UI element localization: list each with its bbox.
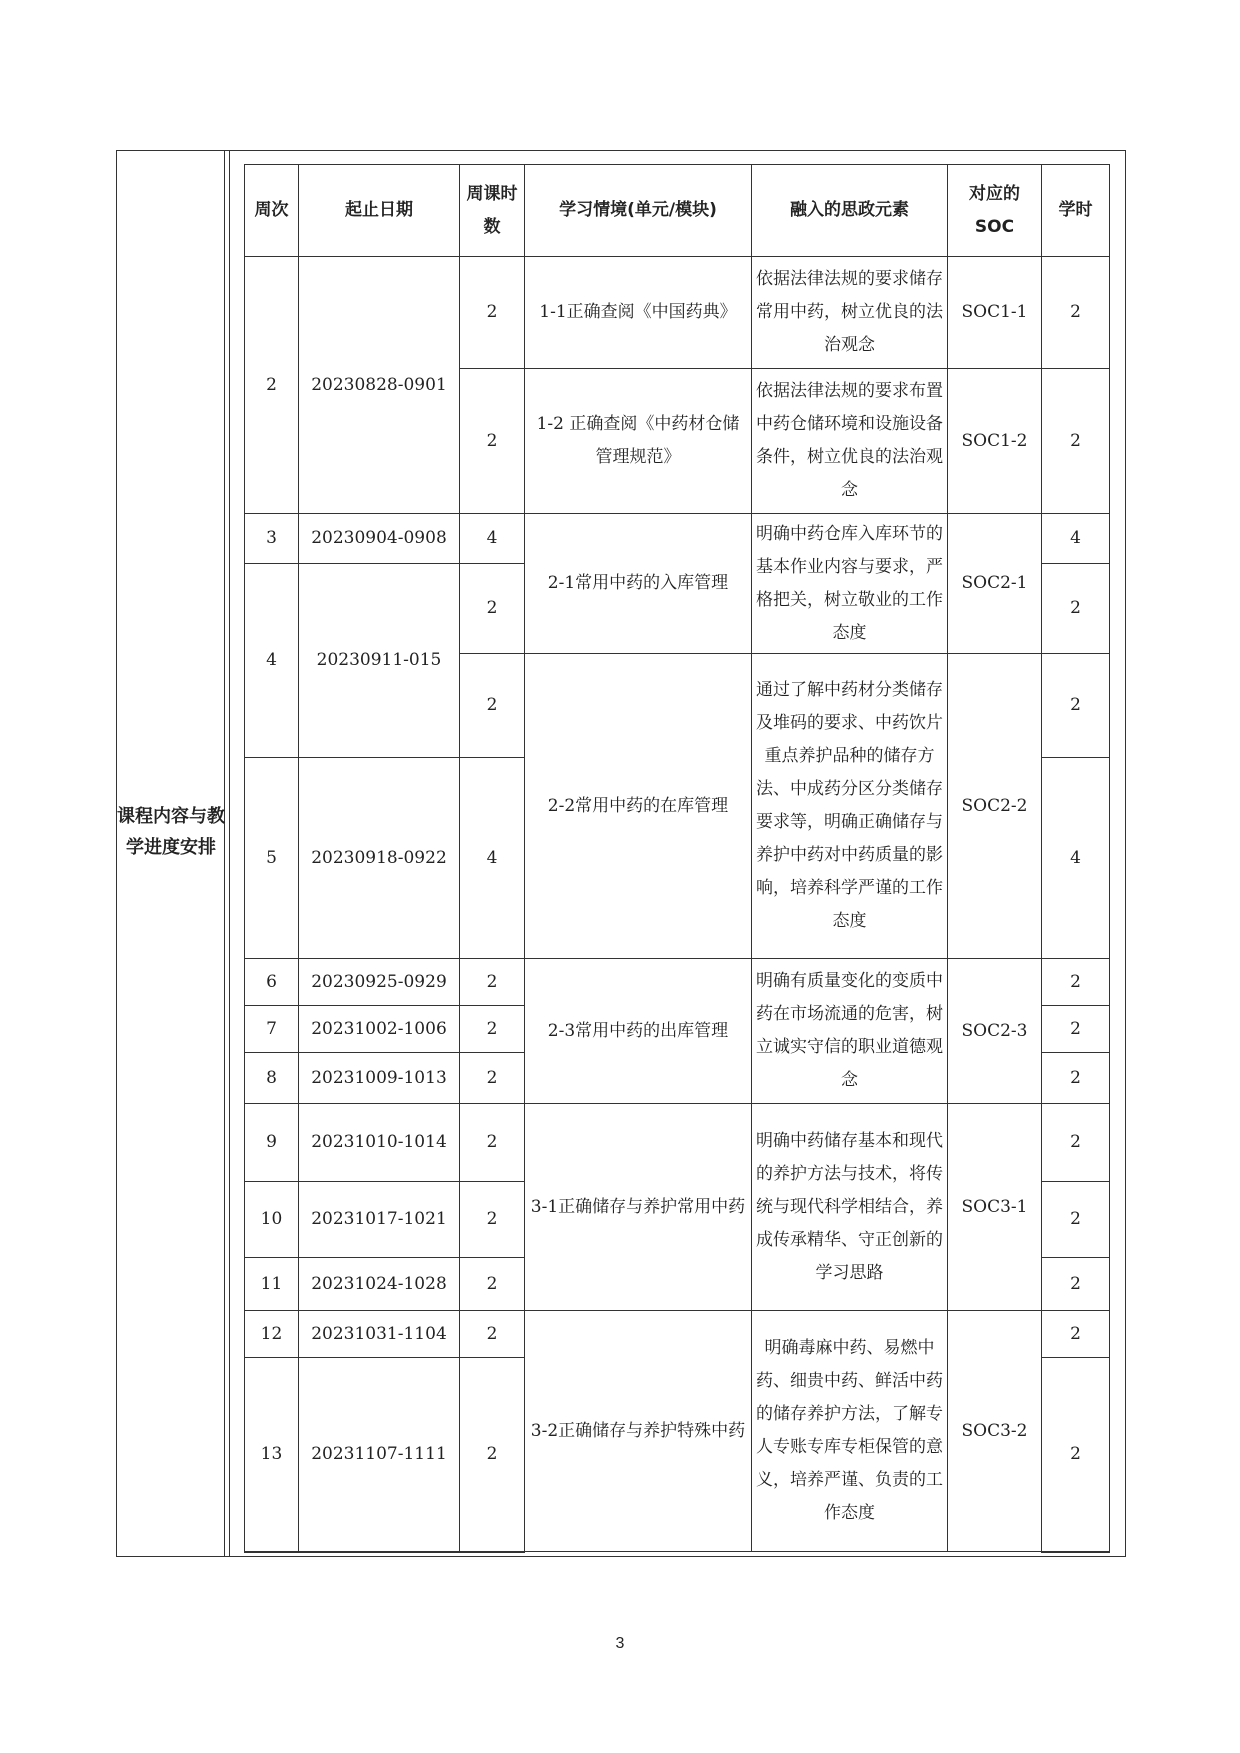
section-label: 课程内容与教学进度安排 [117,806,225,858]
header-hours-per-week: 周课时数 [460,165,525,257]
dates-cell: 20231017-1021 [299,1182,460,1258]
dates-cell: 20231024-1028 [299,1258,460,1311]
soc-cell: SOC2-1 [948,514,1042,654]
hours-cell: 4 [1042,758,1110,959]
dates-cell: 20231009-1013 [299,1053,460,1104]
week-cell: 2 [245,257,299,514]
hpw-cell: 2 [460,1104,525,1182]
soc-cell: SOC1-2 [948,369,1042,514]
context-cell: 3-2正确储存与养护特殊中药 [525,1311,752,1552]
schedule-frame [116,150,1126,1557]
table-row [245,959,1110,1006]
hours-cell: 2 [1042,1104,1110,1182]
hours-cell: 2 [1042,959,1110,1006]
ideology-cell: 依据法律法规的要求布置中药仓储环境和设施设备条件，树立优良的法治观念 [752,369,948,514]
week-cell: 12 [245,1311,299,1358]
hours-cell: 2 [1042,1258,1110,1311]
header-soc: 对应的SOC [948,165,1042,257]
dates-cell: 20231107-1111 [299,1358,460,1552]
dates-cell: 20230828-0901 [299,257,460,514]
hours-cell: 2 [1042,1006,1110,1053]
soc-cell: SOC3-2 [948,1311,1042,1552]
dates-cell: 20231031-1104 [299,1311,460,1358]
ideology-cell: 明确有质量变化的变质中药在市场流通的危害，树立诚实守信的职业道德观念 [752,959,948,1104]
soc-cell: SOC3-1 [948,1104,1042,1311]
ideology-cell: 明确毒麻中药、易燃中药、细贵中药、鲜活中药的储存养护方法，了解专人专账专库专柜保管的意义，培养严谨、负责的工作态度 [752,1311,948,1552]
hpw-cell: 2 [460,1258,525,1311]
hpw-cell: 2 [460,1311,525,1358]
header-week: 周次 [245,165,299,257]
dates-cell: 20230911-015 [299,564,460,758]
week-cell: 6 [245,959,299,1006]
hours-cell: 4 [1042,514,1110,564]
context-cell: 2-3常用中药的出库管理 [525,959,752,1104]
week-cell: 4 [245,564,299,758]
dates-cell: 20230925-0929 [299,959,460,1006]
table-row [245,514,1110,564]
ideology-cell: 通过了解中药材分类储存及堆码的要求、中药饮片重点养护品种的储存方法、中成药分区分类储存要求等，明确正确储存与养护中药对中药质量的影响，培养科学严谨的工作态度 [752,654,948,959]
hpw-cell: 2 [460,1182,525,1258]
schedule-table [244,164,1110,1553]
week-cell: 10 [245,1182,299,1258]
week-cell: 13 [245,1358,299,1552]
header-ideology: 融入的思政元素 [752,165,948,257]
hours-cell: 2 [1042,369,1110,514]
hours-cell: 2 [1042,257,1110,369]
hpw-cell: 2 [460,1006,525,1053]
hours-cell: 2 [1042,1182,1110,1258]
header-dates: 起止日期 [299,165,460,257]
header-context: 学习情境(单元/模块) [525,165,752,257]
page-number: 3 [615,1635,625,1652]
dates-cell: 20231010-1014 [299,1104,460,1182]
soc-cell: SOC2-2 [948,654,1042,959]
hpw-cell: 4 [460,514,525,564]
hpw-cell: 4 [460,758,525,959]
hpw-cell: 2 [460,564,525,654]
header-hours: 学时 [1042,165,1110,257]
soc-cell: SOC1-1 [948,257,1042,369]
hpw-cell: 2 [460,1053,525,1104]
week-cell: 8 [245,1053,299,1104]
hours-cell: 2 [1042,654,1110,758]
table-row [245,1104,1110,1182]
divider [229,151,230,1556]
hpw-cell: 2 [460,1358,525,1552]
hpw-cell: 2 [460,257,525,369]
hours-cell: 2 [1042,1053,1110,1104]
hpw-cell: 2 [460,654,525,758]
hpw-cell: 2 [460,369,525,514]
section-label-column [117,151,225,1556]
soc-cell: SOC2-3 [948,959,1042,1104]
week-cell: 3 [245,514,299,564]
context-cell: 1-2 正确查阅《中药材仓储管理规范》 [525,369,752,514]
dates-cell: 20230918-0922 [299,758,460,959]
context-cell: 1-1正确查阅《中国药典》 [525,257,752,369]
week-cell: 7 [245,1006,299,1053]
dates-cell: 20231002-1006 [299,1006,460,1053]
table-row [245,1311,1110,1358]
header-row [245,165,1110,257]
context-cell: 2-1常用中药的入库管理 [525,514,752,654]
week-cell: 5 [245,758,299,959]
hours-cell: 2 [1042,1311,1110,1358]
ideology-cell: 明确中药储存基本和现代的养护方法与技术，将传统与现代科学相结合，养成传承精华、守正创新的学习思路 [752,1104,948,1311]
context-cell: 3-1正确储存与养护常用中药 [525,1104,752,1311]
ideology-cell: 依据法律法规的要求储存常用中药，树立优良的法治观念 [752,257,948,369]
dates-cell: 20230904-0908 [299,514,460,564]
table-row [245,257,1110,369]
hours-cell: 2 [1042,564,1110,654]
hpw-cell: 2 [460,959,525,1006]
week-cell: 11 [245,1258,299,1311]
ideology-cell: 明确中药仓库入库环节的基本作业内容与要求，严格把关，树立敬业的工作态度 [752,514,948,654]
hours-cell: 2 [1042,1358,1110,1552]
week-cell: 9 [245,1104,299,1182]
context-cell: 2-2常用中药的在库管理 [525,654,752,959]
